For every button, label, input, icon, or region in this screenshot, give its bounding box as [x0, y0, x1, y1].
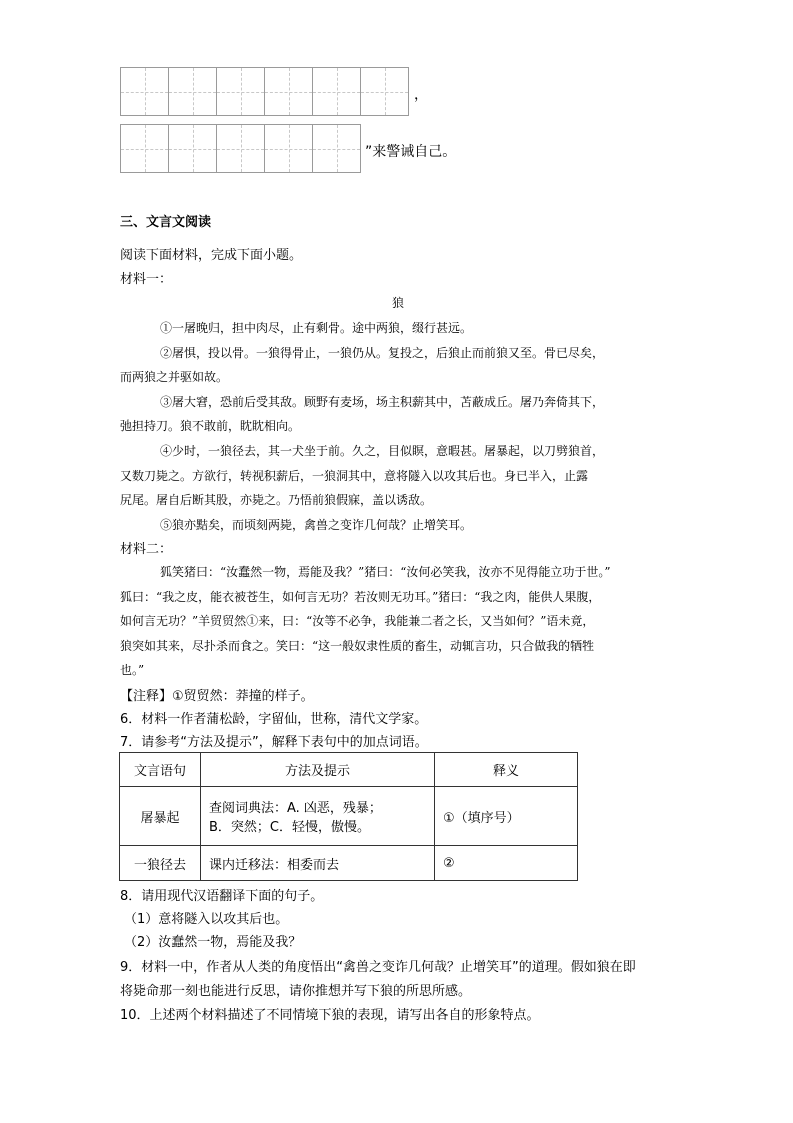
grid-cell[interactable]	[120, 124, 169, 173]
grid-cell[interactable]	[264, 124, 313, 173]
grid-cell[interactable]	[312, 124, 361, 173]
table-cell-answer[interactable]: ②	[435, 846, 578, 881]
material-2-line: 也。”	[120, 663, 145, 677]
table-cell-sentence: 屠暴起	[120, 787, 201, 846]
question-8: 8．请用现代汉语翻译下面的句子。	[120, 889, 324, 904]
material-1-line: 弛担持刀。狼不敢前，眈眈相向。	[120, 419, 301, 433]
section-title: 三、文言文阅读	[120, 215, 212, 230]
material-1-line: ②屠惧，投以骨。一狼得骨止，一狼仍从。复投之，后狼止而前狼又至。骨已尽矣，	[160, 346, 605, 360]
vocab-table	[119, 752, 578, 881]
material-1-title: 狼	[392, 296, 405, 310]
grid-cell[interactable]	[216, 124, 265, 173]
writing-grid-row-2[interactable]	[120, 124, 360, 173]
grid-cell[interactable]	[216, 67, 265, 116]
table-cell-method	[201, 787, 435, 846]
grid-row-1-punctuation: ，	[414, 87, 428, 103]
material-2-line: 如何言无功？”羊贸贸然①来，曰：“汝等不必争，我能兼二者之长，又当如何？”语未竟，	[120, 614, 595, 628]
grid-cell[interactable]	[120, 67, 169, 116]
material-1-line: ①一屠晚归，担中肉尽，止有剩骨。途中两狼，缀行甚远。	[160, 321, 473, 335]
table-cell-sentence: 一狼径去	[120, 846, 201, 881]
writing-grid-row-1[interactable]	[120, 67, 408, 116]
material-2-line: 狐笑猪曰：“汝蠢然一物，焉能及我？”猪曰：“汝何必笑我，汝亦不见得能立功于世。”	[160, 565, 611, 579]
question-7: 7．请参考“方法及提示”，解释下表句中的加点词语。	[120, 735, 428, 750]
section-intro: 阅读下面材料，完成下面小题。	[120, 248, 303, 263]
table-cell-method: 课内迁移法：相委而去	[201, 846, 435, 881]
material-1-line: ④少时，一狼径去，其一犬坐于前。久之，目似瞑，意暇甚。屠暴起，以刀劈狼首，	[160, 444, 605, 458]
material-1-line: 尻尾。屠自后断其股，亦毙之。乃悟前狼假寐，盖以诱敌。	[120, 493, 433, 507]
table-header: 文言语句	[120, 753, 201, 787]
material-2-label: 材料二：	[120, 542, 173, 557]
annotation-note: 【注释】①贸贸然：莽撞的样子。	[120, 689, 314, 704]
question-6: 6．材料一作者蒲松龄，字留仙，世称，清代文学家。	[120, 712, 428, 727]
grid-cell[interactable]	[168, 124, 217, 173]
table-header: 释义	[435, 753, 578, 787]
material-1-line: 又数刀毙之。方欲行，转视积薪后，一狼洞其中，意将隧入以攻其后也。身已半入，止露	[120, 469, 589, 483]
question-10: 10．上述两个材料描述了不同情境下狼的表现，请写出各自的形象特点。	[120, 1008, 540, 1023]
material-2-line: 狐曰：“我之皮，能衣被苍生，如何言无功？若汝则无功耳。”猪曰：“我之肉，能供人果腹，	[120, 590, 601, 604]
grid-cell[interactable]	[312, 67, 361, 116]
question-8-2: （2）汝蠢然一物，焉能及我？	[124, 935, 302, 950]
question-9: 9．材料一中，作者从人类的角度悟出“禽兽之变诈几何哉？止增笑耳”的道理。假如狼在即	[120, 960, 636, 975]
question-9-cont: 将毙命那一刻也能进行反思，请你推想并写下狼的所思所感。	[120, 984, 472, 999]
grid-cell[interactable]	[168, 67, 217, 116]
material-2-line: 狼突如其来，尽扑杀而食之。笑曰：“这一般奴隶性质的畜生，动辄言功，只合做我的牺牲	[120, 639, 595, 653]
table-cell-answer[interactable]: ①（填序号）	[435, 787, 578, 846]
question-8-1: （1）意将隧入以攻其后也。	[124, 912, 289, 927]
material-1-label: 材料一：	[120, 272, 173, 287]
grid-cell[interactable]	[360, 67, 409, 116]
method-line: B．突然；C．轻慢，傲慢。	[209, 820, 370, 835]
method-line: 查阅词典法：A. 凶恶，残暴；	[209, 801, 382, 816]
table-header: 方法及提示	[201, 753, 435, 787]
grid-cell[interactable]	[264, 67, 313, 116]
material-1-line: ③屠大窘，恐前后受其敌。顾野有麦场，场主积薪其中，苫蔽成丘。屠乃奔倚其下，	[160, 395, 605, 409]
grid-row-2-suffix: ”来警诫自己。	[365, 144, 457, 160]
material-1-line: 而两狼之并驱如故。	[120, 370, 229, 384]
material-1-line: ⑤狼亦黠矣，而顷刻两毙，禽兽之变诈几何哉？止增笑耳。	[160, 518, 473, 532]
